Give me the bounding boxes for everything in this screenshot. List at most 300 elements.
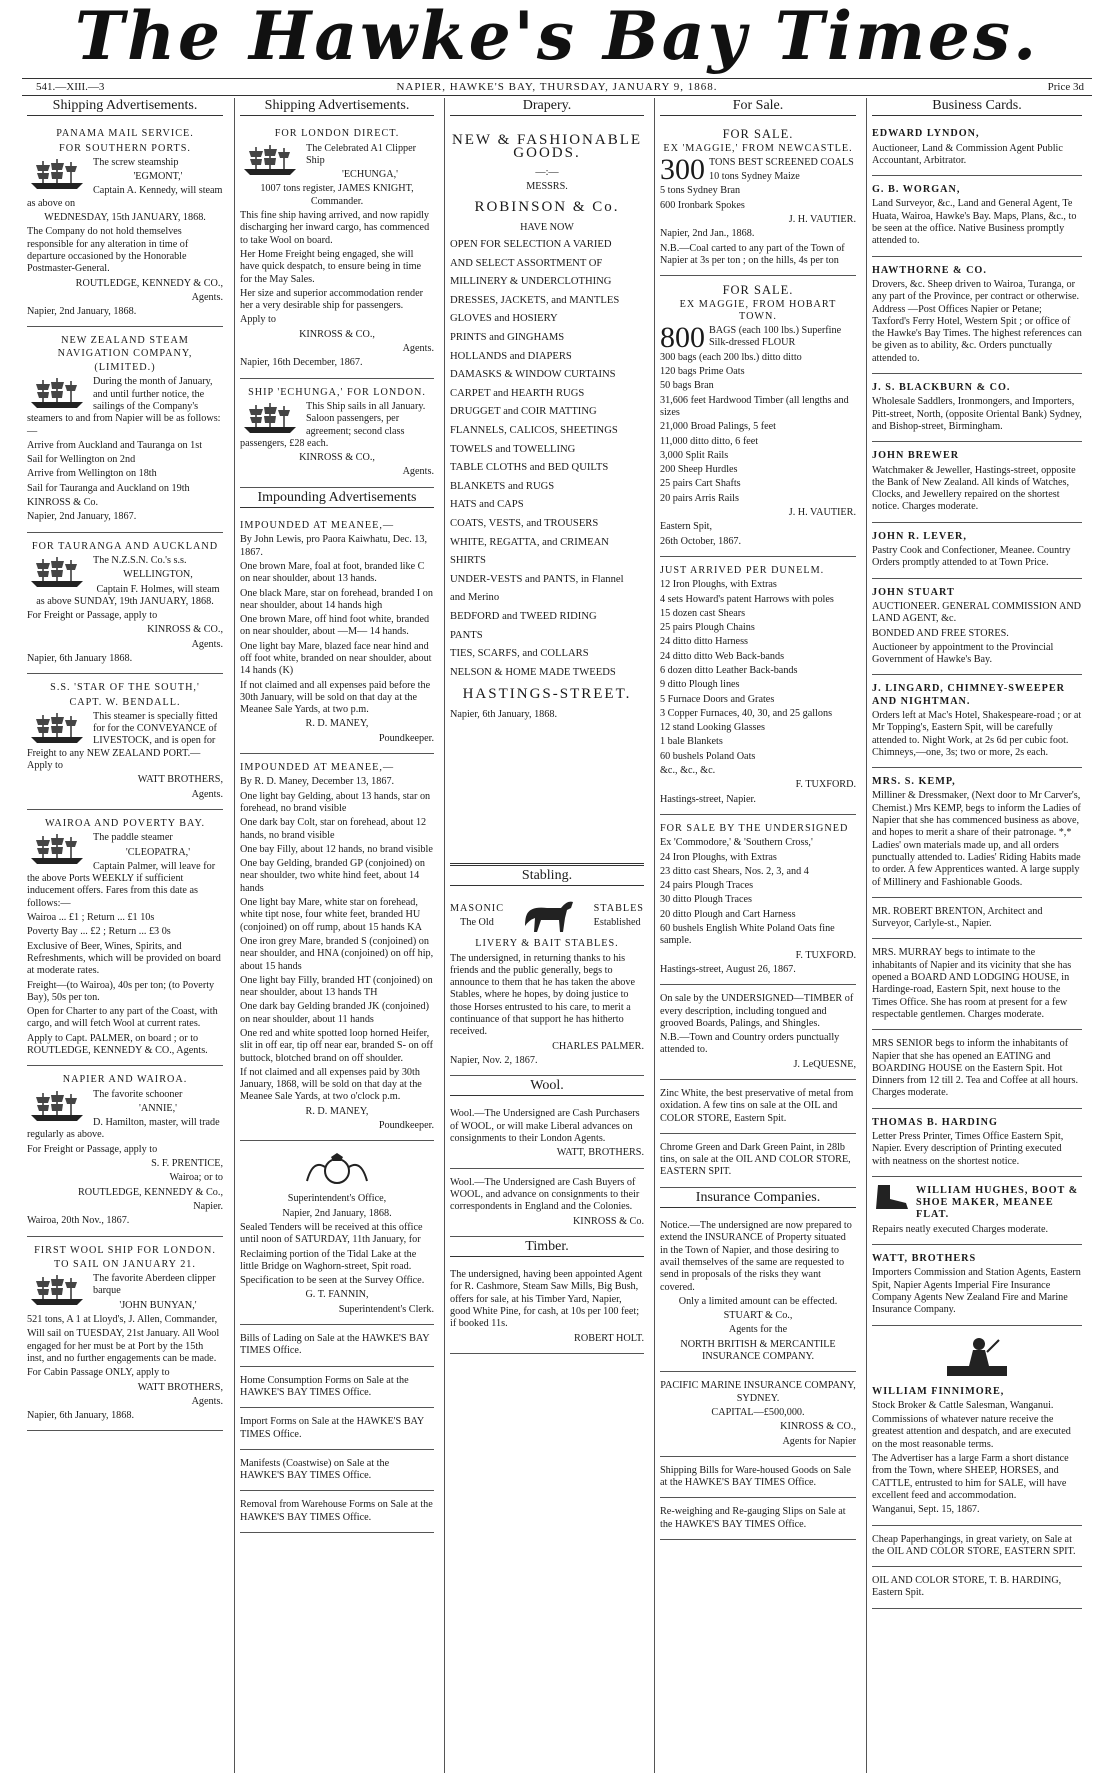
ad-line: One light bay Filly, branded HT (conjoined) on near shoulder, about 13 hands TH (240, 974, 433, 999)
marine-insurance-ad (660, 1374, 856, 1456)
card-line: Pastry Cook and Confectioner, Meanee. Country Orders promptly attended to at Town Price. (872, 545, 1071, 569)
firm-name: ROBINSON & Co. (474, 199, 620, 216)
ad-line: Napier, 16th December, 1867. (240, 357, 363, 369)
volume-number: 541.—XIII.—3 (36, 81, 105, 93)
ad-title: IMPOUNDED AT MEANEE,— (240, 520, 395, 532)
ad-line: 1007 tons register, JAMES KNIGHT, Commander. (260, 183, 414, 207)
ad-line: 'JOHN BUNYAN,' (119, 1299, 197, 1311)
ad-line: WATT, BROTHERS. (556, 1147, 644, 1159)
ad-subtitle: FOR SOUTHERN PORTS. (59, 142, 191, 154)
ad-title: JUST ARRIVED PER DUNELM. (660, 564, 825, 576)
ornament-divider: —:— (535, 166, 559, 178)
ad-line: If not claimed and all expenses paid before the 30th January, will be sold on that day at the Meanee Sale Yards, at two p.m. (240, 679, 431, 716)
drapery-item: DAMASKS & WINDOW CURTAINS (450, 369, 616, 381)
shipping-ad (27, 676, 223, 810)
forms-ad (240, 1493, 434, 1533)
ad-line: Napier, 2nd January, 1867. (27, 511, 137, 523)
drapery-item: TOWELS and TOWELLING (450, 443, 576, 455)
ad-line: Superintendent's Office, (287, 1193, 387, 1205)
ad-line: Poverty Bay ... £2 ; Return ... £3 0s (27, 926, 171, 938)
open-line: OPEN FOR SELECTION A VARIED (450, 239, 612, 251)
ad-line: Wairoa; or to (169, 1172, 223, 1184)
ad-line: 25 pairs Plough Chains (660, 622, 755, 634)
ad-line: Sealed Tenders will be received at this office until noon of SATURDAY, 11th January, for (240, 1221, 423, 1246)
masonic-text: MASONIC (450, 902, 504, 914)
drapery-item: HOLLANDS and DIAPERS (450, 350, 572, 362)
ad-line: WEDNESDAY, 15th JANUARY, 1868. (44, 212, 206, 224)
have-now-text: HAVE NOW (520, 221, 574, 233)
zinc-white-ad (660, 1082, 856, 1134)
ad-line: Agents. (191, 638, 223, 650)
wool-ad (450, 1171, 644, 1237)
ad-line: 10 tons Sydney Maize (709, 171, 800, 183)
ad-line: KINROSS & Co. (27, 497, 99, 509)
shipping-ad (27, 122, 223, 327)
business-card (872, 900, 1082, 940)
card-line: Auctioneer by appointment to the Provincial Government of Hawke's Bay. (872, 641, 1054, 666)
intro-text: NEW & FASHIONABLE GOODS. (451, 132, 643, 161)
ad-line: 1 bale Blankets (660, 736, 723, 748)
ad-line: Wool.—The Undersigned are Cash Buyers of WOOL, and advance on consignments to their correspondents in England and the Colonies. (450, 1176, 640, 1213)
card-line: HAWTHORNE & CO. (872, 264, 987, 276)
ad-line: D. Hamilton, master, will trade regularly as above. (27, 1117, 220, 1141)
card-line: JOHN BREWER (872, 450, 960, 462)
ad-line: R. D. MANEY, (305, 718, 369, 730)
ad-line: KINROSS & CO., (299, 452, 375, 464)
business-card (872, 444, 1082, 522)
card-line: EDWARD LYNDON, (872, 128, 980, 140)
ad-line: Agents. (191, 291, 223, 303)
ad-line: Sail for Tauranga and Auckland on 19th (27, 482, 190, 494)
business-card (872, 1111, 1082, 1177)
ad-line: 'CLEOPATRA,' (125, 846, 191, 858)
ad-line: One bay Gelding, branded GP (conjoined) on near shoulder, two white hind feet, about 14 hands (240, 858, 425, 894)
ad-line: R. D. MANEY, (305, 1105, 369, 1117)
ad-line: 5 tons Sydney Bran (660, 185, 741, 197)
ad-subtitle: CAPT. W. BENDALL. (69, 696, 181, 708)
date-text: Napier, 6th January, 1868. (450, 708, 558, 720)
ad-line: F. TUXFORD. (795, 949, 856, 961)
ship-illustration (240, 143, 300, 177)
forms-ad (240, 1369, 434, 1409)
ad-line: 50 bags Bran (660, 380, 714, 392)
ad-title: NEW ZEALAND STEAM NAVIGATION COMPANY, (57, 335, 193, 359)
auctioneer-icon (937, 1332, 1017, 1382)
ad-line: 11,000 ditto ditto, 6 feet (660, 435, 759, 447)
ad-line: Superintendent's Clerk. (338, 1303, 434, 1315)
timber-sale-ad (660, 987, 856, 1080)
ad-line: 300 bags (each 200 lbs.) ditto ditto (660, 351, 802, 363)
insurance-ad (660, 1214, 856, 1372)
the-old-text: The Old (460, 917, 494, 929)
ad-line: On sale by the UNDERSIGNED—TIMBER of every description, including tongued and grooved Boards, Palings, and Shingles. (660, 993, 854, 1029)
card-line: G. B. WORGAN, (872, 184, 961, 196)
business-card (872, 178, 1082, 256)
ad-line: 'EGMONT,' (133, 171, 183, 183)
shipping-ad (27, 535, 223, 675)
drapery-item: DRESSES, JACKETS, and MANTLES (450, 294, 620, 306)
ad-line: Napier. (193, 1200, 223, 1212)
ship-illustration (27, 1273, 87, 1307)
ad-line: 3,000 Split Rails (660, 449, 729, 461)
ad-line: CAPITAL—£500,000. (711, 1406, 805, 1418)
ad-title: S.S. 'STAR OF THE SOUTH,' (50, 682, 200, 694)
ad-title: PANAMA MAIL SERVICE. (56, 128, 194, 140)
ad-text: Removal from Warehouse Forms on Sale at the HAWKE'S BAY TIMES Office. (240, 1499, 433, 1523)
ad-line: Napier, Nov. 2, 1867. (450, 1054, 538, 1066)
ad-line: &c., &c., &c. (660, 765, 716, 777)
card-line: Milliner & Dressmaker, (Next door to Mr Carver's, Chemist.) Mrs KEMP, begs to inform the Ladies of Napier that she has commenced business as above, and hopes to merit a share of their patronage. *,* Ladies' own materials made up, and all orders punctually attended to. Ladies' Riding Habits made to order. A few Apprentices wanted. A large supply of Millinery and Fashionable Goods. (872, 790, 1081, 888)
ship-illustration (27, 157, 87, 191)
ad-line: 521 tons, A 1 at Lloyd's, J. Allen, Commander, (27, 1314, 218, 1326)
business-card (872, 122, 1082, 176)
street-name: HASTINGS-STREET. (462, 686, 632, 703)
business-card (872, 677, 1082, 768)
ad-line: Wairoa ... £1 ; Return ... £1 10s (27, 912, 155, 924)
ad-title: FOR TAURANGA AND AUCKLAND (31, 540, 219, 552)
ad-title: FOR LONDON DIRECT. (274, 128, 400, 140)
ad-line: For Cabin Passage ONLY, apply to (27, 1367, 170, 1379)
card-line: Stock Broker & Cattle Salesman, Wanganui. (872, 1399, 1054, 1411)
ad-line: Specification to be seen at the Survey Office. (240, 1275, 425, 1287)
ad-line: Hastings-street, August 26, 1867. (660, 963, 796, 975)
shipping-ad (27, 1068, 223, 1236)
royal-crest-icon (277, 1153, 397, 1187)
ad-line: One red and white spotted loop horned Heifer, slit in off ear, tip off near ear, branded S- on off buttock, blotched brand on off shoulder. (240, 1028, 433, 1064)
card-line: THOMAS B. HARDING (872, 1116, 998, 1128)
ad-line: The N.Z.S.N. Co.'s s.s. (93, 554, 187, 566)
ad-line: One light bay Gelding, about 13 hands, star on forehead, no brand visible (240, 790, 431, 814)
import-list-ad (660, 817, 856, 985)
forms-ad (240, 1452, 434, 1492)
for-sale-ad (660, 278, 856, 557)
ad-line: Apply to (240, 314, 276, 326)
ad-line: Eastern Spit, (660, 521, 713, 533)
ad-title: SHIP 'ECHUNGA,' FOR LONDON. (248, 386, 426, 398)
ad-line: One black Mare, star on forehead, branded I on near shoulder, about 14 hands high (240, 587, 433, 611)
ad-text: Chrome Green and Dark Green Paint, in 28lb tins, on sale at the OIL AND COLOR STORE, EASTERN SPIT. (660, 1141, 851, 1178)
card-line: Commissions of whatever nature receive the greatest attention and despatch, and are executed on the most reasonable terms. (872, 1414, 1071, 1450)
ad-line: 'ANNIE,' (139, 1102, 177, 1114)
ad-line: Poundkeeper. (378, 1120, 434, 1132)
ad-line: Captain Palmer, will leave for the above Ports WEEKLY if sufficient inducement offers. Fares from this date as follows:— (27, 860, 216, 909)
ad-line: STUART & Co., (723, 1310, 793, 1322)
section-head-insurance: Insurance Companies. (660, 1190, 856, 1208)
ad-line: 200 Sheep Hurdles (660, 464, 738, 476)
business-card (872, 1328, 1082, 1526)
business-card (872, 1569, 1082, 1609)
ad-line: Notice.—The undersigned are now prepared to extend the INSURANCE of Property situated in the Town of Napier, and those desiring to avail themselves of the same are requested to send in proposals of the risks they want covered. (660, 1220, 852, 1293)
forms-ad (240, 1410, 434, 1450)
messrs-text: MESSRS. (526, 181, 568, 193)
ad-line: By John Lewis, pro Paora Kaiwhatu, Dec. 13, 1867. (240, 534, 428, 558)
section-head-timber: Timber. (450, 1239, 644, 1257)
column-for-sale (654, 98, 861, 1773)
section-head-wool: Wool. (450, 1078, 644, 1096)
tender-ad (240, 1143, 434, 1325)
stables-text: STABLES (593, 902, 644, 914)
ad-line: The screw steamship (93, 156, 179, 168)
ad-text: Home Consumption Forms on Sale at the HAWKE'S BAY TIMES Office. (240, 1374, 409, 1398)
card-line: Drovers, &c. Sheep driven to Wairoa, Turanga, or any part of the Province, per contract or otherwise. Address —Post Offices Napier or Petane; Taxford's Ferry Hotel, Western Spit ; or office of the Hawke's Bay Times. The highest references can be given as to ability, &c. Orders punctually attended to. (872, 278, 1082, 364)
drapery-item: WHITE, REGATTA, and CRIMEAN (450, 536, 609, 548)
ad-line: G. T. FANNIN, (305, 1289, 369, 1301)
ship-illustration (27, 1089, 87, 1123)
card-line: Repairs neatly executed Charges moderate. (872, 1223, 1049, 1235)
ad-line: Exclusive of Beer, Wines, Spirits, and Refreshments, which will be provided on board at moderate rates. (27, 940, 221, 977)
ad-subtitle: TO SAIL ON JANUARY 21. (54, 1258, 196, 1270)
ad-line: One brown Mare, foal at foot, branded like C on near shoulder, about 13 hands. (240, 560, 425, 585)
business-card (872, 581, 1082, 676)
section-head-drapery: Drapery. (450, 98, 644, 116)
ad-line: 23 ditto cast Shears, Nos. 2, 3, and 4 (660, 865, 809, 877)
ad-line: 120 bags Prime Oats (660, 366, 745, 378)
price: Price 3d (1047, 81, 1084, 93)
ad-line: The favorite schooner (93, 1088, 183, 1100)
ad-subtitle: EX 'MAGGIE,' FROM NEWCASTLE. (663, 142, 853, 154)
section-head-impounding: Impounding Advertisements (240, 490, 434, 508)
ad-line: Captain F. Holmes, will steam as above SUNDAY, 19th JANUARY, 1868. (36, 583, 220, 607)
ad-line: ROUTLEDGE, KENNEDY & Co., (77, 1186, 223, 1198)
ad-title: FIRST WOOL SHIP FOR LONDON. (34, 1244, 216, 1256)
ad-line: 24 ditto ditto Harness (660, 636, 749, 648)
ad-line: Napier, 2nd Jan., 1868. (660, 228, 755, 240)
ad-line: Ex 'Commodore,' & 'Southern Cross,' (660, 837, 813, 849)
card-line: Watchmaker & Jeweller, Hastings-street, opposite the Bank of New Zealand. All kinds of Watches, Clocks, and Jewellery repaired on the shortest notice. Charges moderate. (872, 464, 1076, 513)
ad-line: By R. D. Maney, December 13, 1867. (240, 776, 395, 788)
ad-line: 'ECHUNGA,' (341, 169, 399, 181)
ad-line: N.B.—Coal carted to any part of the Town of Napier at 3s per ton ; on the hills, 4s per ton (660, 242, 845, 266)
forms-ad (240, 1327, 434, 1367)
ad-line: CHARLES PALMER. (552, 1040, 644, 1052)
quantity-number: 300 (660, 152, 705, 186)
ad-line: 15 dozen cast Shears (660, 607, 746, 619)
ad-line: One brown Mare, off hind foot white, branded on near shoulder, about —M— 14 hands. (240, 614, 430, 638)
ad-line: 20 pairs Arris Rails (660, 492, 739, 504)
ad-line: Agents for Napier (782, 1435, 856, 1447)
ad-line: F. TUXFORD. (795, 779, 856, 791)
column-shipping-2 (234, 98, 439, 1773)
ship-illustration (27, 711, 87, 745)
ad-line: Open for Charter to any part of the Coast, with cargo, and will fetch Wool at current rates. (27, 1006, 218, 1030)
ad-title: IMPOUNDED AT MEANEE,— (240, 762, 395, 774)
card-line: MRS SENIOR begs to inform the inhabitants of Napier that she has opened an EATING and BOARDING HOUSE on the Eastern Spit. Hot Dinners from 12 till 2. Tea and Coffee at all hours. Charges moderate. (872, 1038, 1079, 1099)
ad-line: 24 Iron Ploughs, with Extras (660, 851, 777, 863)
ad-line: WATT BROTHERS, (137, 1381, 223, 1393)
ad-line: Agents. (402, 343, 434, 355)
card-line: JOHN STUART (872, 586, 955, 598)
ad-line: 12 stand Looking Glasses (660, 722, 765, 734)
card-line: WILLIAM FINNIMORE, (872, 1385, 1005, 1397)
ad-line: 3 Copper Furnaces, 40, 30, and 25 gallons (660, 707, 833, 719)
section-head-shipping-2: Shipping Advertisements. (240, 98, 434, 116)
section-head-for-sale: For Sale. (660, 98, 856, 116)
reweighing-ad (660, 1500, 856, 1540)
ad-title: NAPIER AND WAIROA. (62, 1074, 188, 1086)
ad-subtitle: (LIMITED.) (94, 362, 156, 374)
card-line: Wanganui, Sept. 15, 1867. (872, 1504, 980, 1516)
card-line: Importers Commission and Station Agents, Eastern Spit, Napier Agents Imperial Fire Insurance Company Agents New Zealand Fire and Marine Insurance Company. (872, 1267, 1081, 1316)
business-card (872, 1528, 1082, 1568)
drapery-item: MILLINERY & UNDERCLOTHING (450, 276, 612, 288)
business-card (872, 1247, 1082, 1325)
card-line: MRS. S. KEMP, (872, 776, 956, 788)
ship-illustration (27, 376, 87, 410)
ad-line: S. F. PRENTICE, (151, 1158, 223, 1170)
impounded-ad (240, 514, 434, 754)
drapery-item: BEDFORD and TWEED RIDING (450, 610, 597, 622)
card-line: Cheap Paperhangings, in great variety, on Sale at the OIL AND COLOR STORE, EASTERN SPIT. (872, 1533, 1076, 1557)
column-shipping-1 (22, 98, 228, 1773)
ad-line: Arrive from Auckland and Tauranga on 1st (27, 439, 203, 451)
business-card (872, 1179, 1082, 1245)
shipping-ad (27, 1239, 223, 1432)
ship-illustration (27, 832, 87, 866)
ad-text: Bills of Lading on Sale at the HAWKE'S BAY TIMES Office. (240, 1333, 430, 1357)
section-head-stabling: Stabling. (450, 868, 644, 886)
ad-line: KINROSS & Co. (572, 1215, 644, 1227)
chrome-green-ad (660, 1136, 856, 1188)
section-head-shipping: Shipping Advertisements. (27, 98, 223, 116)
ad-line: 60 bushels English White Poland Oats fine sample. (660, 923, 835, 947)
ad-text: Re-weighing and Re-gauging Slips on Sale at the HAWKE'S BAY TIMES Office. (660, 1506, 846, 1530)
open-line: AND SELECT ASSORTMENT OF (450, 257, 603, 269)
business-card (872, 1032, 1082, 1108)
ad-line: 26th October, 1867. (660, 535, 742, 547)
ad-text: Shipping Bills for Ware-housed Goods on Sale at the HAWKE'S BAY TIMES Office. (660, 1464, 851, 1489)
ad-line: This steamer is specially fitted for for the CONVEYANCE of LIVESTOCK, and is open for Freight to any NEW ZEALAND PORT.—Apply to (27, 710, 218, 772)
column-business-cards (866, 98, 1087, 1773)
card-line: Orders left at Mac's Hotel, Shakespeare-road ; or at Mr Topping's, Eastern Spit, will be carefully attended to. Night Work, at 2s 6d per cubic foot. Chimneys,—one, 3s; two or more, 2s each. (872, 709, 1082, 758)
ad-line: Napier, 6th January 1868. (27, 652, 133, 664)
ad-line: One light bay Mare, blazed face near hind and off foot white, branded on near shoulder, about 14 hands (K) (240, 640, 432, 677)
dateline (22, 78, 1092, 96)
stabling-ad (450, 892, 644, 1076)
ad-line: Napier, 2nd January, 1868. (282, 1207, 392, 1219)
ad-line: One dark bay Colt, star on forehead, about 12 hands, no brand visible (240, 817, 427, 841)
ad-line: Her Home Freight being engaged, she will have quick despatch, to ensure being in time for the May Sales. (240, 248, 422, 285)
column-drapery (444, 98, 649, 1773)
drapery-item: COATS, VESTS, and TROUSERS (450, 517, 599, 529)
drapery-item: PRINTS and GINGHAMS (450, 332, 565, 344)
ad-text: Import Forms on Sale at the HAWKE'S BAY TIMES Office. (240, 1416, 424, 1440)
quantity-number: 800 (660, 321, 705, 355)
ad-line: Poundkeeper. (378, 732, 434, 744)
ad-line: J. H. VAUTIER. (788, 507, 856, 519)
card-line: WILLIAM HUGHES, BOOT & SHOE MAKER, MEANEE FLAT. (916, 1184, 1079, 1221)
card-line: WATT, BROTHERS (872, 1253, 977, 1265)
masthead-title: The Hawke's Bay Times. (74, 0, 1040, 75)
drapery-item: and Merino (450, 592, 500, 604)
ad-line: One bay Filly, about 12 hands, no brand visible (240, 843, 433, 855)
ad-line: For Freight or Passage, apply to (27, 610, 158, 622)
ad-title: FOR SALE BY THE UNDERSIGNED (660, 822, 849, 834)
timber-ad (450, 1263, 644, 1354)
card-line: MRS. MURRAY begs to intimate to the inhabitants of Napier and its vicinity that she has opened a BOARD AND LODGING HOUSE, in Hardinge-road, Eastern Spit, next house to the Times Office. She has room at present for a few respectable gentlemen. Charges moderate. (872, 947, 1072, 1020)
ad-line: The paddle steamer (93, 832, 173, 844)
drapery-item: CARPET and HEARTH RUGS (450, 387, 585, 399)
import-list-ad (660, 559, 856, 815)
drapery-item: UNDER-VESTS and PANTS, in Flannel (450, 573, 624, 585)
shipping-ad (27, 812, 223, 1066)
ad-line: Hastings-street, Napier. (660, 793, 756, 805)
ad-subtitle: EX MAGGIE, FROM HOBART TOWN. (679, 298, 837, 322)
ad-line: During the month of January, and until further notice, the sailings of the Company's steamers to and from Napier will be as follows:— (27, 376, 221, 437)
ad-line: 60 bushels Poland Oats (660, 750, 756, 762)
ad-line: 24 pairs Plough Traces (660, 880, 754, 892)
ad-line: Her size and superior accommodation render her a very desirable ship for passengers. (240, 287, 424, 312)
ad-line: The Company do not hold themselves responsible for any alteration in time of departure occasioned by the Honorable Postmaster-General. (27, 226, 189, 275)
ad-line: Sail for Wellington on 2nd (27, 454, 136, 466)
drapery-item: SHIRTS (450, 555, 486, 567)
ad-line: KINROSS & CO., (147, 624, 223, 636)
card-line: The Advertiser has a large Farm a short distance from the Town, where SHEEP, HORSES, and CATTLE, entrusted to him for SALE, will have excellent feed and accommodation. (872, 1453, 1069, 1501)
ad-line: Reclaiming portion of the Tidal Lake at the little Bridge on Waghorn-street, Spit road. (240, 1248, 417, 1272)
ad-line: 12 Iron Ploughs, with Extras (660, 579, 777, 591)
card-line: AUCTIONEER. GENERAL COMMISSION AND LAND AGENT, &c. (872, 600, 1082, 625)
ad-line: Agents. (191, 788, 223, 800)
drapery-item: BLANKETS and RUGS (450, 480, 555, 492)
ad-line: 24 ditto ditto Web Back-bands (660, 650, 785, 662)
ad-line: BAGS (each 100 lbs.) Superfine Silk-dressed FLOUR (709, 325, 842, 349)
drapery-item: FLANNELS, CALICOS, SHEETINGS (450, 425, 618, 437)
horse-icon (517, 896, 581, 936)
ad-text: Manifests (Coastwise) on Sale at the HAWKE'S BAY TIMES Office. (240, 1457, 390, 1482)
ad-line: 25 pairs Cart Shafts (660, 478, 741, 490)
ad-line: Captain A. Kennedy, will steam as above on (27, 185, 223, 209)
ad-line: Wairoa, 20th Nov., 1867. (27, 1215, 130, 1227)
ad-line: Wool.—The Undersigned are Cash Purchasers of WOOL, or will make Liberal advances on consignments to their London Agents. (450, 1108, 640, 1145)
ad-line: TONS BEST SCREENED COALS (709, 156, 854, 168)
drapery-item: HATS and CAPS (450, 499, 524, 511)
ad-line: 5 Furnace Doors and Grates (660, 693, 775, 705)
ad-line: 4 sets Howard's patent Harrows with poles (660, 593, 834, 605)
drapery-ad (450, 122, 644, 866)
ad-line: 6 dozen ditto Leather Back-bands (660, 664, 798, 676)
ad-line: PACIFIC MARINE INSURANCE COMPANY, SYDNEY. (660, 1380, 856, 1404)
drapery-item: TIES, SCARFS, and COLLARS (450, 648, 589, 660)
shipping-ad (27, 329, 223, 532)
card-line: J. LINGARD, CHIMNEY-SWEEPER AND NIGHTMAN. (872, 683, 1066, 707)
ad-line: WELLINGTON, (123, 569, 193, 581)
card-line: Letter Press Printer, Times Office Eastern Spit, Napier. Every description of Printing executed with neatness on the shortest notice. (872, 1131, 1064, 1167)
business-card (872, 770, 1082, 898)
ad-line: J. LeQUESNE, (793, 1058, 856, 1070)
ad-line: 30 ditto Plough Traces (660, 894, 752, 906)
ad-line: N.B.—Town and Country orders punctually attended to. (660, 1032, 840, 1056)
drapery-item: TABLE CLOTHS and BED QUILTS (450, 462, 609, 474)
business-card (872, 525, 1082, 579)
wool-ad (450, 1102, 644, 1168)
ad-line: KINROSS & CO., (299, 328, 375, 340)
ad-line: If not claimed and all expenses paid by 30th January, 1868, will be sold on that day at the Meanee Sale Yards, at two o'clock p.m. (240, 1066, 422, 1103)
card-line: Auctioneer, Land & Commission Agent Public Accountant, Arbitrator. (872, 142, 1063, 166)
ad-line: 31,606 feet Hardwood Timber (all lengths and sizes (660, 394, 849, 418)
business-card (872, 259, 1082, 374)
ad-line: One dark bay Gelding branded JK (conjoined) on near shoulder, about 11 hands (240, 1001, 429, 1025)
ship-illustration (27, 555, 87, 589)
card-line: JOHN R. LEVER, (872, 530, 967, 542)
ad-title: FOR SALE. (722, 127, 794, 142)
london-direct-ad (240, 122, 434, 378)
ad-line: 9 ditto Plough lines (660, 679, 740, 691)
ad-line: Agents. (402, 466, 434, 478)
drapery-item: PANTS (450, 629, 483, 641)
ad-line: Freight—(to Wairoa), 40s per ton; (to Poverty Bay), 50s per ton. (27, 979, 215, 1003)
business-card (872, 376, 1082, 442)
business-card (872, 941, 1082, 1030)
stable-banner (450, 896, 644, 936)
